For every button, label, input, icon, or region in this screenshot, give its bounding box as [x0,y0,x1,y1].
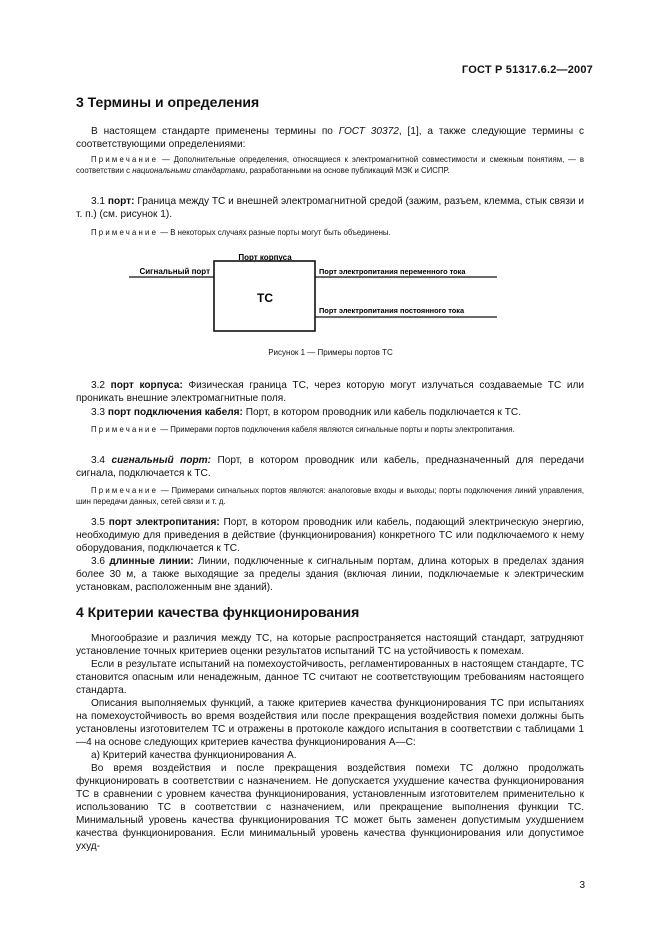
section-4-paragraph-3: Описания выполняемых функций, а также критериев качества функционирования ТС при испытаниях на помехоустойчивость во время воздействия или после прекращения воздействия помехи должны быть установлены изготовителем ТС и отражены в протоколе каждого испытания в соответствии с таблицами 1—4 на основе следующих критериев качества функционирования A—C: [76,698,584,748]
page-number: 3 [579,880,585,891]
term-3-1: 3.1 порт: Граница между ТС и внешней электромагнитной средой (зажим, разъем, клемма, стык связи и т. п.) (см. рисунок 1). [76,196,584,220]
document-id-header: ГОСТ Р 51317.6.2—2007 [461,64,593,76]
term-3-4: 3.4 сигнальный порт: Порт, в котором проводник или кабель, предназначенный для передачи сигнала, подключается к ТС. [76,455,584,479]
section-4-heading: 4 Критерии качества функционирования [76,604,360,620]
term-3-3: 3.3 порт подключения кабеля: Порт, в котором проводник или кабель подключается к ТС. [91,407,522,418]
enclosure-port-label: Порт корпуса [238,253,292,262]
section-4-paragraph-4: а) Критерий качества функционирования А. [91,750,297,761]
note-3: Примечание — Примерами портов подключения кабеля являются сигнальные порты и порты электропитания. [91,425,515,434]
section-3-intro: В настоящем стандарте применены термины по ГОСТ 30372, [1], а также следующие термины с соответствующими определениями: [76,126,585,150]
term-3-5: 3.5 порт электропитания: Порт, в котором проводник или кабель, подающий электрическую энергию, необходимую для приведения в действие (функционирования) конкретного ТС или подключаемого к нему оборудования, подключается к ТС. [76,517,584,554]
section-4-body [76,632,584,853]
dc-power-port-label: Порт электропитания постоянного тока [319,306,465,315]
term-3-2: 3.2 порт корпуса: Физическая граница ТС, через которую могут излучаться создаваемые ТС или проникать внешние электромагнитные поля. [76,380,585,404]
ac-power-port-label: Порт электропитания переменного тока [319,267,466,276]
signal-port-label: Сигнальный порт [139,267,210,276]
figure-1-caption: Рисунок 1 — Примеры портов ТС [268,348,393,357]
section-4-paragraph-5: Во время воздействия и после прекращения воздействия помехи ТС должно продолжать функционировать в соответствии с назначением. Не допускается ухудшение качества функционирования ТС в сравнении с уровнем качества функционирования, установленным изготовителем применительно к использованию ТС в соответствии с назначением, или прекращение выполнения функции ТС. Минимальный уровень качества функционирования ТС может быть заменен допустимым ухудшением качества функционирования. Если минимальный уровень качества функционирования или допустимое ухуд- [76,763,584,852]
figure-1-ports-diagram [0,0,661,360]
note-4: Примечание — Примерами сигнальных портов являются: аналоговые входы и выходы; порты подключения линий управления, шин передачи данных, сетей связи и т. д. [76,486,584,506]
section-4-paragraph-2: Если в результате испытаний на помехоустойчивость, регламентированных в настоящем стандарте, ТС становится опасным или ненадежным, данное ТС считают не соответствующим требованиям настоящего стандарта. [76,659,584,696]
equipment-box-label: ТС [257,291,273,305]
section-3-heading: 3 Термины и определения [76,94,260,110]
section-4-paragraph-1: Многообразие и различия между ТС, на которые распространяется настоящий стандарт, затрудняют установление точных критериев оценки результатов испытаний ТС на устойчивость к помехам. [76,633,584,657]
term-3-6: 3.6 длинные линии: Линии, подключенные к сигнальным портам, длина которых в пределах здания более 30 м, а также выходящие за пределы здания (включая линии, подключаемые к электрическим установкам, расположенным вне зданий). [76,556,585,593]
note-1: Примечание — Дополнительные определения, относящиеся к электромагнитной совместимости и смежным понятиям, — в соответствии с национальными стандартами, разработанными на основе публикаций МЭК и СИСПР. [76,155,584,175]
note-2: Примечание — В некоторых случаях разные порты могут быть объединены. [91,228,391,237]
